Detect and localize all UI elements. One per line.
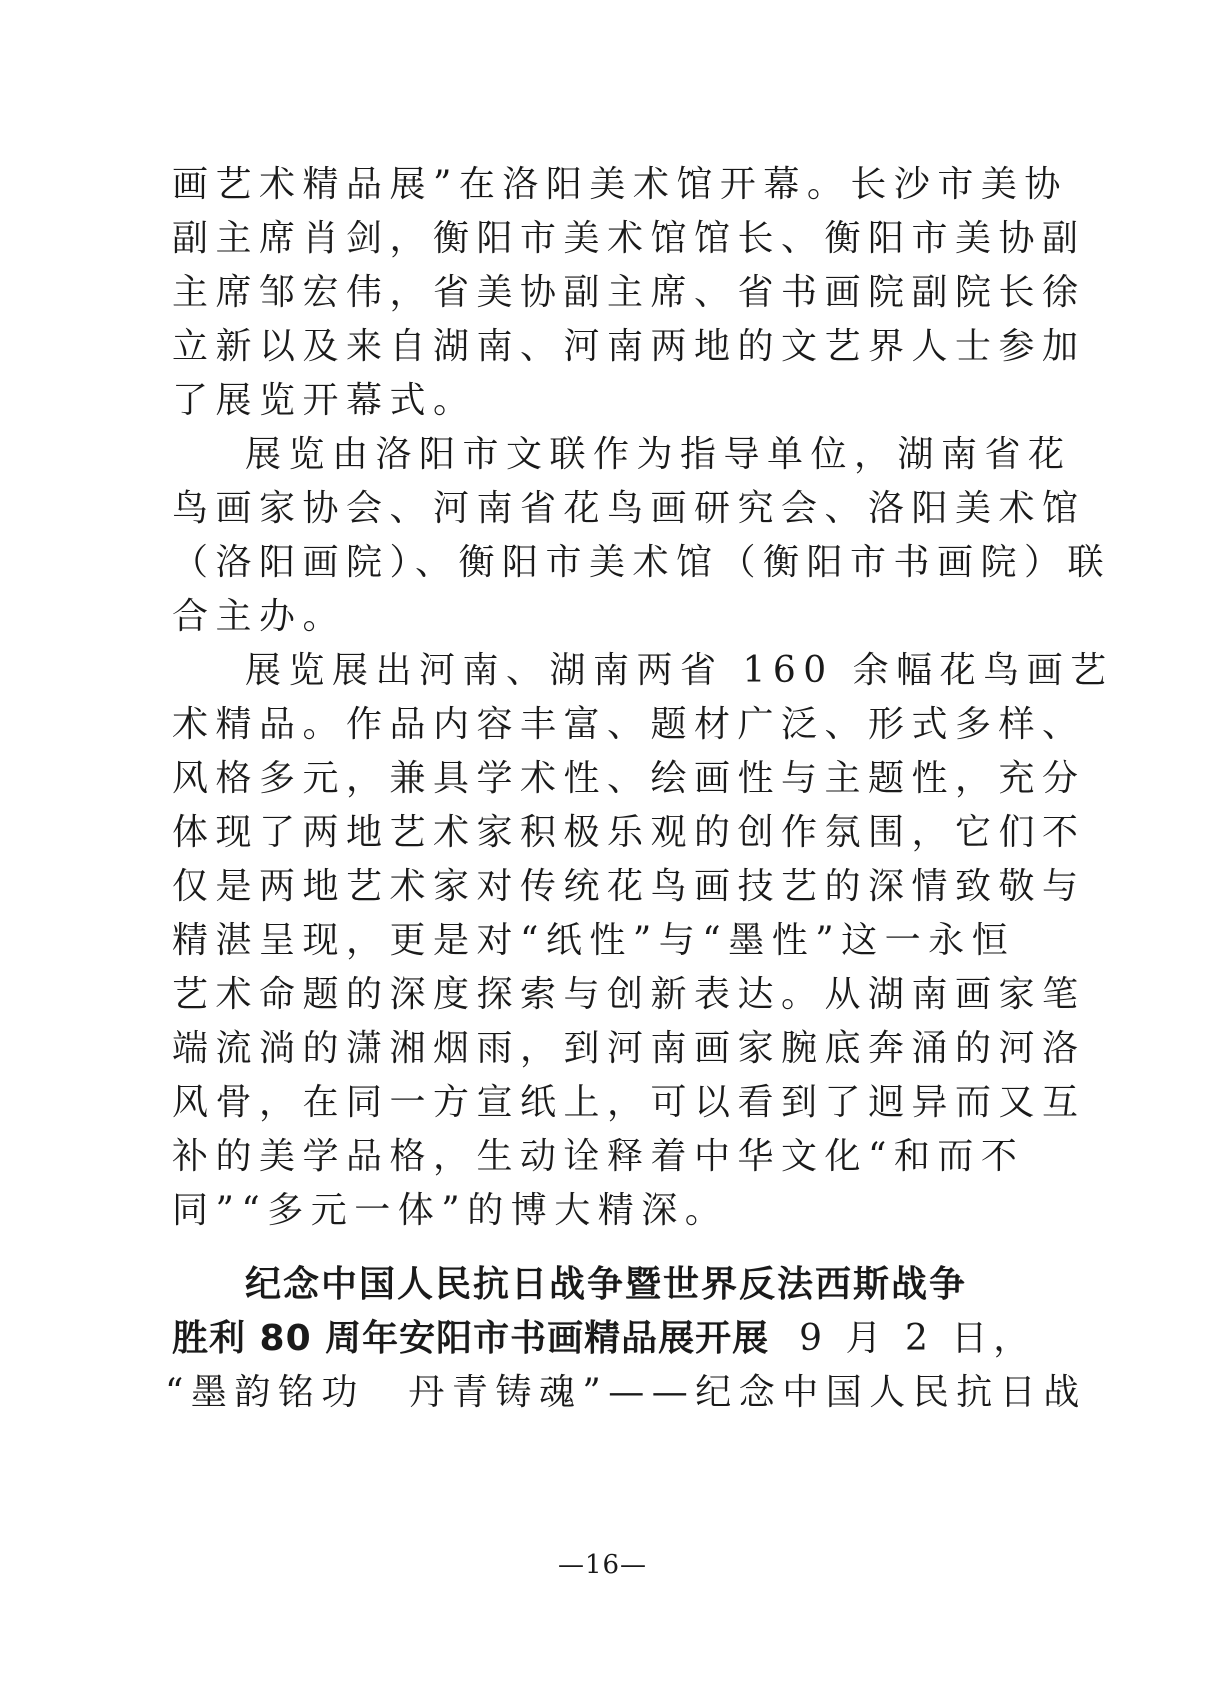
paragraph-3-line-2: 术精品。作品内容丰富、题材广泛、形式多样、 <box>172 704 1086 745</box>
paragraph-3-line-11: 同”“多元一体”的博大精深。 <box>172 1190 729 1231</box>
paragraph-3-line-8: 端流淌的潇湘烟雨，到河南画家腕底奔涌的河洛 <box>172 1028 1086 1069</box>
paragraph-3-line-10: 补的美学品格，生动诠释着中华文化“和而不 <box>172 1136 1025 1177</box>
paragraph-2-line-1: 展览由洛阳市文联作为指导单位，湖南省花 <box>245 434 1072 475</box>
paragraph-3-line-3: 风格多元，兼具学术性、绘画性与主题性，充分 <box>172 758 1086 799</box>
paragraph-3-line-6: 精湛呈现，更是对“纸性”与“墨性”这一永恒 <box>172 920 1016 961</box>
section-body-line-1: “墨韵铭功 丹青铸魂”——纪念中国人民抗日战 <box>165 1372 1087 1413</box>
page-number: —16— <box>557 1550 648 1580</box>
paragraph-3-line-7: 艺术命题的深度探索与创新表达。从湖南画家笔 <box>172 974 1086 1015</box>
paragraph-1-line-5: 了展览开幕式。 <box>172 380 477 421</box>
paragraph-2-line-3: （洛阳画院）、衡阳市美术馆（衡阳市书画院）联 <box>172 542 1112 583</box>
paragraph-1-line-3: 主席邹宏伟，省美协副主席、省书画院副院长徐 <box>172 272 1086 313</box>
section-heading-line-2: 胜利 80 周年安阳市书画精品展开展 <box>172 1318 770 1359</box>
paragraph-3-line-9: 风骨，在同一方宣纸上，可以看到了迥异而又互 <box>172 1082 1086 1123</box>
paragraph-1-line-1: 画艺术精品展”在洛阳美术馆开幕。长沙市美协 <box>172 164 1068 205</box>
section-heading-line-2-row <box>172 1318 1036 1359</box>
paragraph-1-line-2: 副主席肖剑，衡阳市美术馆馆长、衡阳市美协副 <box>172 218 1086 259</box>
paragraph-1-line-4: 立新以及来自湖南、河南两地的文艺界人士参加 <box>172 326 1086 367</box>
paragraph-2-line-4: 合主办。 <box>172 596 347 637</box>
paragraph-3-line-5: 仅是两地艺术家对传统花鸟画技艺的深情致敬与 <box>172 866 1086 907</box>
paragraph-3-line-4: 体现了两地艺术家积极乐观的创作氛围，它们不 <box>172 812 1086 853</box>
paragraph-3-line-1: 展览展出河南、湖南两省 160 余幅花鸟画艺 <box>245 650 1114 691</box>
section-heading-line-1: 纪念中国人民抗日战争暨世界反法西斯战争 <box>245 1264 968 1305</box>
section-date: 9 月 2 日， <box>799 1318 1036 1359</box>
paragraph-2-line-2: 鸟画家协会、河南省花鸟画研究会、洛阳美术馆 <box>172 488 1086 529</box>
